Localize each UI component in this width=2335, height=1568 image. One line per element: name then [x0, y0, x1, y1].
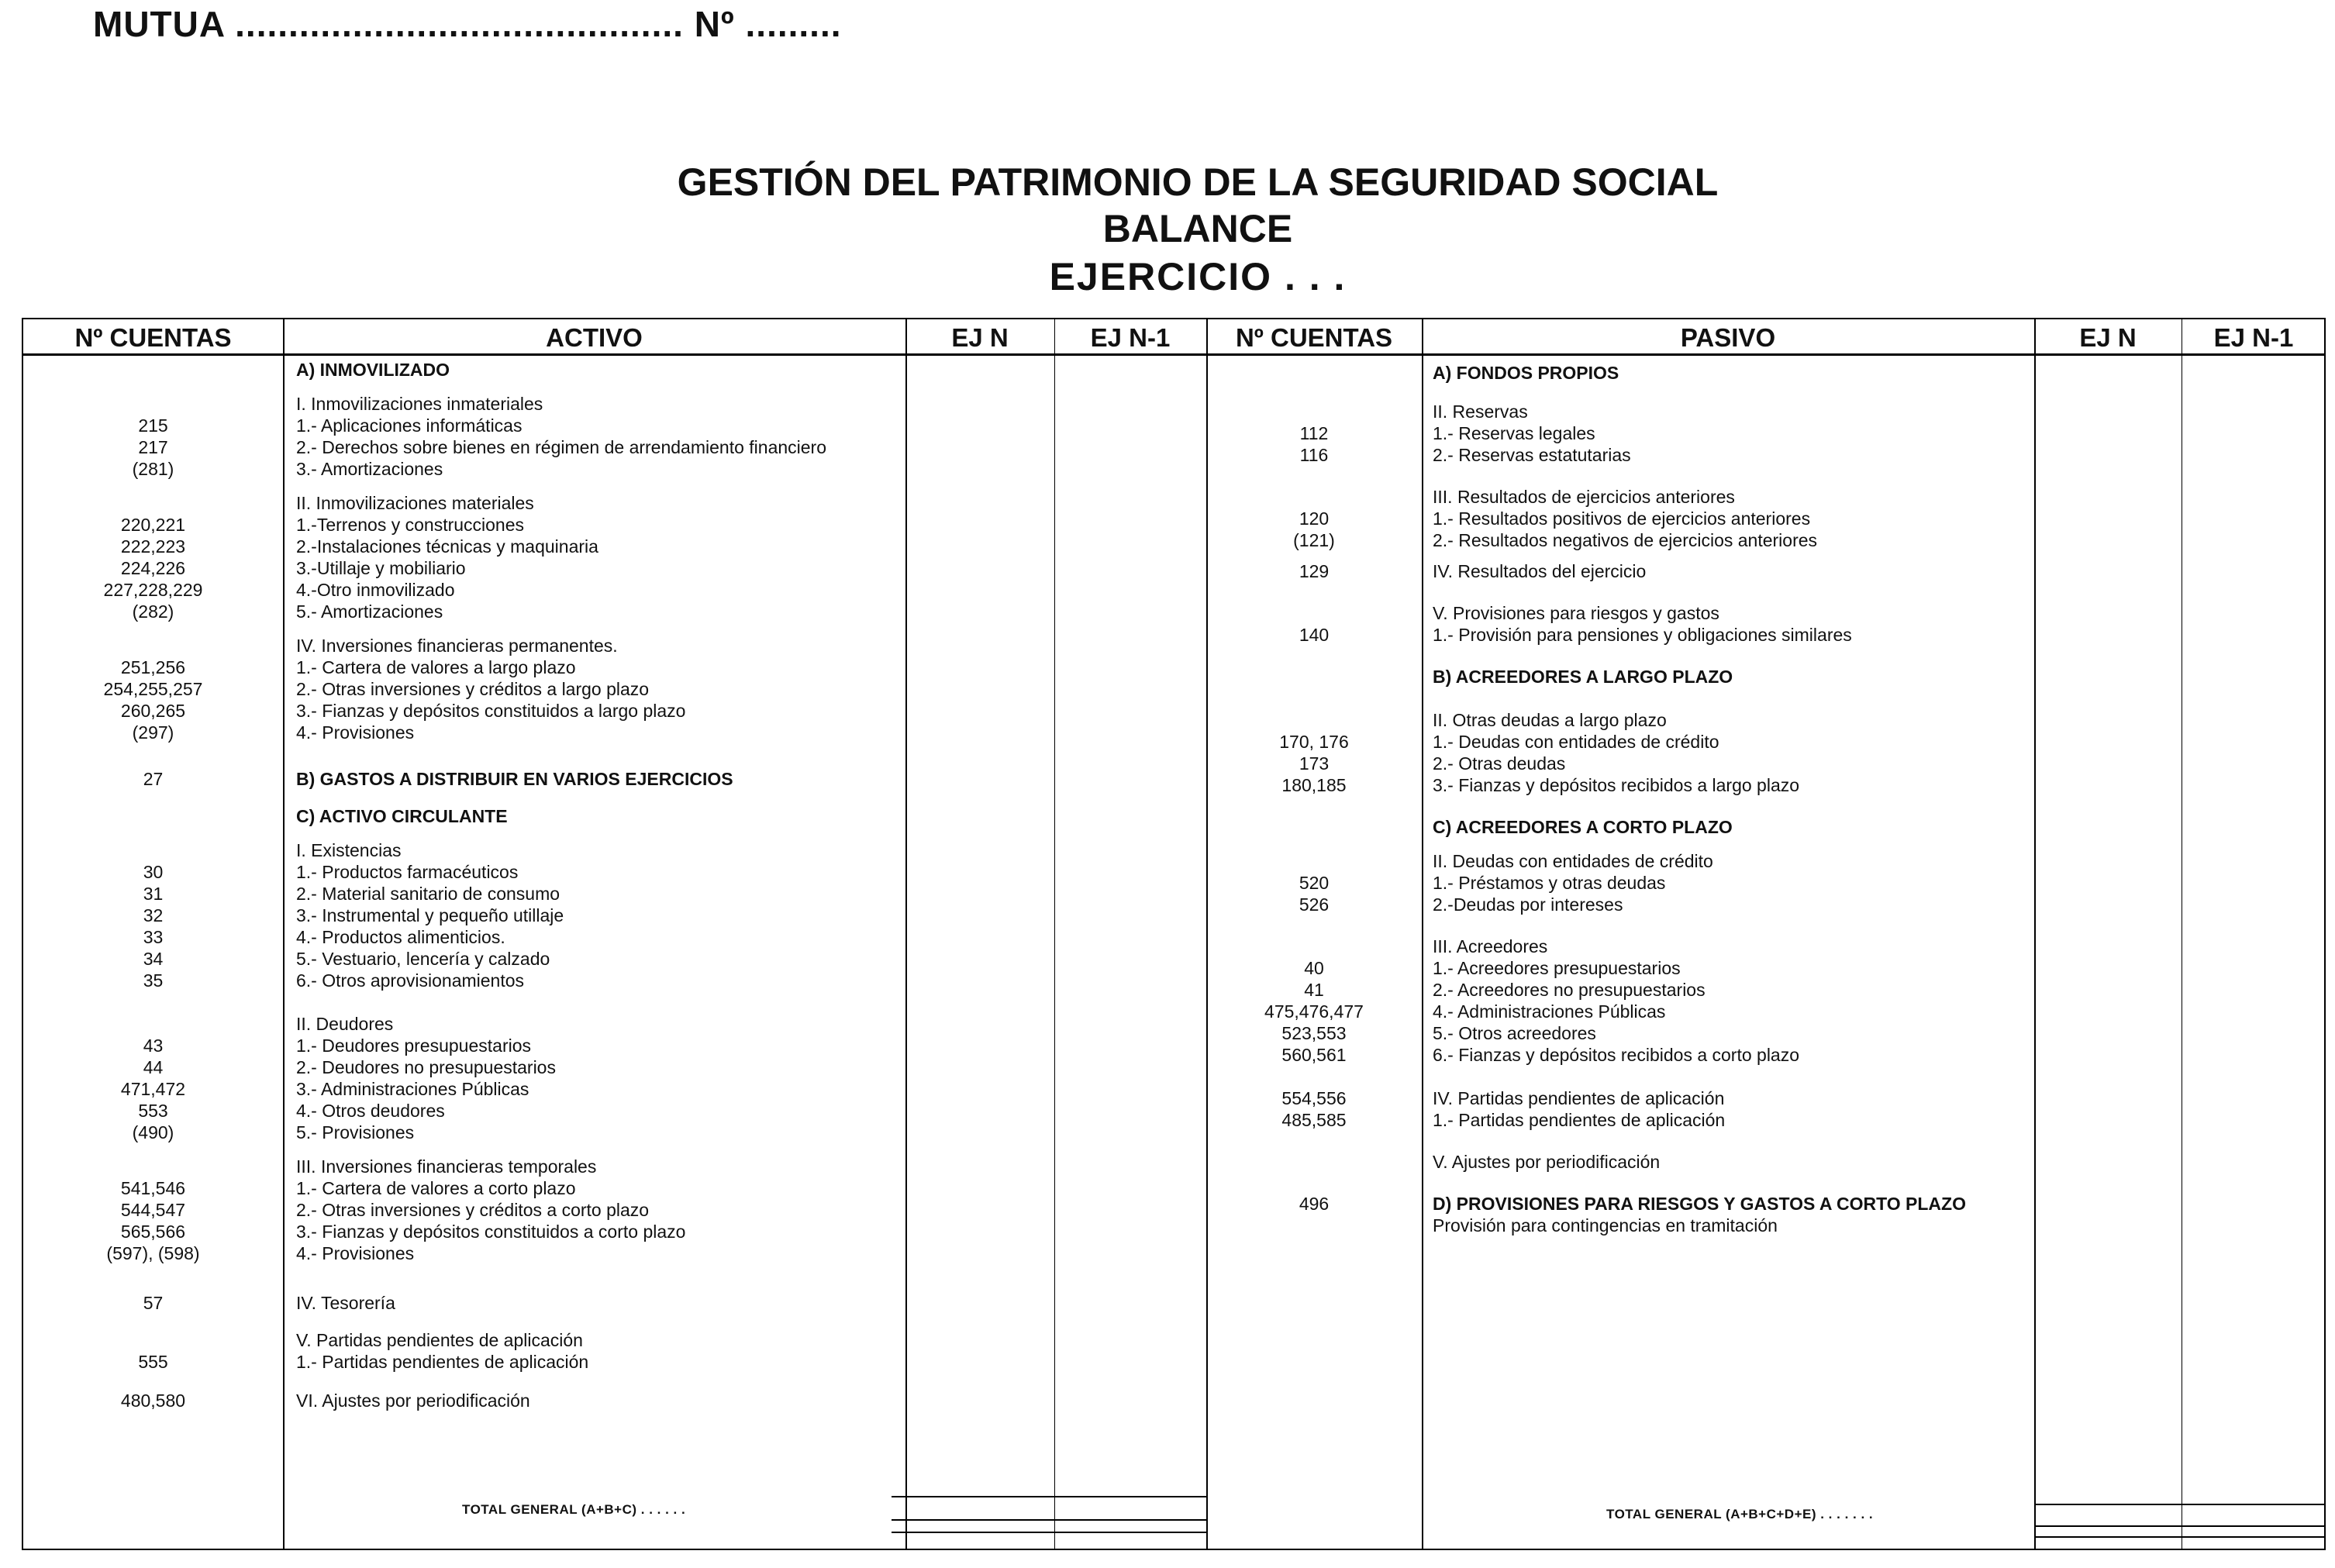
pasivo-account-number: [1206, 708, 1422, 732]
pasivo-line-item: IV. Resultados del ejercicio: [1433, 561, 1647, 581]
activo-account-number: 35: [143, 970, 164, 991]
pasivo-account-number: 560,561: [1281, 1045, 1347, 1065]
pasivo-account-number: 526: [1299, 894, 1330, 915]
activo-line-item: I. Existencias: [296, 840, 402, 860]
pasivo-line-item: 2.- Acreedores no presupuestarios: [1433, 980, 1706, 1000]
activo-account-number: 224,226: [120, 558, 186, 578]
activo-line-item: 1.-Terrenos y construcciones: [296, 515, 525, 535]
pasivo-line-item: II. Reservas: [1433, 401, 1528, 422]
pasivo-account-number: 523,553: [1281, 1023, 1347, 1043]
pasivo-account-number: 170, 176: [1279, 732, 1349, 752]
activo-line-item: IV. Inversiones financieras permanentes.: [296, 636, 618, 656]
pasivo-account-number: [1206, 400, 1422, 423]
activo-line-item: 3.- Administraciones Públicas: [296, 1079, 529, 1099]
pasivo-line-item: II. Deudas con entidades de crédito: [1433, 851, 1713, 871]
activo-account-number: 553: [138, 1101, 168, 1121]
activo-account-number: 27: [143, 769, 164, 789]
pasivo-account-number: 40: [1304, 958, 1324, 978]
pasivo-account-number: 120: [1299, 508, 1330, 529]
activo-line-item: 5.- Amortizaciones: [296, 601, 443, 622]
pasivo-line-item: III. Resultados de ejercicios anteriores: [1433, 487, 1735, 507]
activo-account-number: 57: [143, 1293, 164, 1313]
pasivo-line-item: 1.- Provisión para pensiones y obligaciones similares: [1433, 625, 1852, 645]
activo-line-item: 5.- Provisiones: [296, 1122, 415, 1142]
activo-account-number: 471,472: [120, 1079, 186, 1099]
pasivo-line-item: 1.- Acreedores presupuestarios: [1433, 958, 1681, 978]
activo-account-number: [23, 1155, 283, 1178]
activo-account-number: [23, 358, 283, 381]
total-rule: [892, 1496, 1206, 1497]
activo-account-number: (281): [132, 459, 174, 479]
pasivo-line-item: 5.- Otros acreedores: [1433, 1023, 1596, 1043]
activo-line-item: A) INMOVILIZADO: [296, 360, 450, 380]
activo-line-item: 5.- Vestuario, lencería y calzado: [296, 949, 550, 969]
header-activo: ACTIVO: [546, 323, 643, 352]
activo-line-item: 3.-Utillaje y mobiliario: [296, 558, 466, 578]
activo-account-number: [23, 805, 283, 828]
activo-line-item: 1.- Aplicaciones informáticas: [296, 415, 523, 436]
activo-line-item: 4.- Provisiones: [296, 722, 415, 743]
column-divider: [1422, 319, 1423, 1549]
activo-account-number: 254,255,257: [103, 679, 203, 699]
activo-line-item: 4.- Otros deudores: [296, 1101, 445, 1121]
pasivo-account-number: [1206, 935, 1422, 958]
pasivo-line-item: 1.- Partidas pendientes de aplicación: [1433, 1110, 1726, 1130]
activo-account-number: [23, 491, 283, 515]
header-cuentas-activo: Nº CUENTAS: [74, 323, 232, 352]
activo-line-item: 2.- Deudores no presupuestarios: [296, 1057, 556, 1077]
activo-account-number: 34: [143, 949, 164, 969]
activo-line-item: 1.- Cartera de valores a largo plazo: [296, 657, 576, 677]
pasivo-line-item: IV. Partidas pendientes de aplicación: [1433, 1088, 1725, 1108]
activo-line-item: 2.- Otras inversiones y créditos a largo plazo: [296, 679, 650, 699]
total-pasivo-label: TOTAL GENERAL (A+B+C+D+E) . . . . . . .: [1606, 1507, 1874, 1521]
header-ej-n1-pasivo: EJ N-1: [2213, 323, 2294, 352]
pasivo-account-number: 112: [1299, 423, 1329, 443]
pasivo-account-number: 554,556: [1281, 1088, 1347, 1108]
activo-line-item: 4.- Productos alimenticios.: [296, 927, 505, 947]
pasivo-account-number: [1206, 1150, 1422, 1173]
pasivo-account-number: 116: [1299, 445, 1329, 465]
pasivo-account-number: 140: [1299, 625, 1330, 645]
activo-line-item: 4.- Provisiones: [296, 1243, 415, 1263]
activo-line-item: 6.- Otros aprovisionamientos: [296, 970, 525, 991]
activo-account-number: 251,256: [120, 657, 186, 677]
header-pasivo: PASIVO: [1680, 323, 1776, 352]
total-activo-label: TOTAL GENERAL (A+B+C) . . . . . .: [462, 1502, 686, 1517]
pasivo-line-item: 3.- Fianzas y depósitos recibidos a largo plazo: [1433, 775, 1800, 795]
activo-account-number: 544,547: [120, 1200, 186, 1220]
total-rule: [2034, 1536, 2326, 1538]
activo-line-item: II. Deudores: [296, 1014, 394, 1034]
activo-account-number: 215: [138, 415, 168, 436]
activo-line-item: 1.- Productos farmacéuticos: [296, 862, 519, 882]
pasivo-account-number: [1206, 815, 1422, 839]
activo-account-number: 227,228,229: [103, 580, 203, 600]
activo-account-number: 217: [138, 437, 168, 457]
pasivo-line-item: A) FONDOS PROPIOS: [1433, 363, 1619, 383]
activo-line-item: 3.- Fianzas y depósitos constituidos a corto plazo: [296, 1222, 686, 1242]
activo-line-item: III. Inversiones financieras temporales: [296, 1156, 597, 1177]
pasivo-line-item: Provisión para contingencias en tramitación: [1433, 1215, 1778, 1235]
pasivo-account-number: [1206, 849, 1422, 873]
activo-account-number: (490): [132, 1122, 174, 1142]
activo-account-number: 33: [143, 927, 164, 947]
activo-line-item: 2.- Derechos sobre bienes en régimen de arrendamiento financiero: [296, 437, 827, 457]
activo-account-number: 43: [143, 1036, 164, 1056]
column-divider: [1054, 319, 1055, 1549]
pasivo-account-number: (121): [1293, 530, 1335, 550]
activo-line-item: II. Inmovilizaciones materiales: [296, 493, 534, 513]
pasivo-account-number: [1206, 665, 1422, 688]
activo-line-item: V. Partidas pendientes de aplicación: [296, 1330, 583, 1350]
pasivo-line-item: 1.- Préstamos y otras deudas: [1433, 873, 1666, 893]
document-title: GESTIÓN DEL PATRIMONIO DE LA SEGURIDAD SOCIAL: [677, 160, 1719, 204]
fiscal-year-line: EJERCICIO . . .: [1049, 255, 1347, 298]
pasivo-account-number: 180,185: [1281, 775, 1347, 795]
activo-account-number: 44: [143, 1057, 164, 1077]
activo-account-number: [23, 634, 283, 657]
activo-line-item: 1.- Partidas pendientes de aplicación: [296, 1352, 589, 1372]
pasivo-line-item: 6.- Fianzas y depósitos recibidos a corto plazo: [1433, 1045, 1800, 1065]
pasivo-line-item: 2.-Deudas por intereses: [1433, 894, 1623, 915]
activo-account-number: 220,221: [120, 515, 186, 535]
activo-account-number: 541,546: [120, 1178, 186, 1198]
header-ej-n1-activo: EJ N-1: [1090, 323, 1171, 352]
pasivo-account-number: [1206, 1214, 1422, 1237]
activo-line-item: 2.- Material sanitario de consumo: [296, 884, 560, 904]
document-subtitle: BALANCE: [1102, 207, 1293, 250]
activo-account-number: [23, 1328, 283, 1352]
pasivo-account-number: 129: [1299, 561, 1330, 581]
pasivo-line-item: D) PROVISIONES PARA RIESGOS Y GASTOS A CORTO PLAZO: [1433, 1194, 1966, 1214]
activo-account-number: 222,223: [120, 536, 186, 557]
total-rule: [2034, 1504, 2326, 1505]
activo-line-item: 3.- Instrumental y pequeño utillaje: [296, 905, 564, 925]
pasivo-line-item: V. Ajustes por periodificación: [1433, 1152, 1661, 1172]
activo-account-number: (297): [132, 722, 174, 743]
pasivo-account-number: [1206, 361, 1422, 384]
pasivo-account-number: 173: [1299, 753, 1330, 774]
activo-account-number: 565,566: [120, 1222, 186, 1242]
activo-line-item: 3.- Fianzas y depósitos constituidos a largo plazo: [296, 701, 686, 721]
pasivo-account-number: 496: [1299, 1194, 1330, 1214]
activo-line-item: 1.- Deudores presupuestarios: [296, 1036, 531, 1056]
pasivo-line-item: V. Provisiones para riesgos y gastos: [1433, 603, 1719, 623]
header-cuentas-pasivo: Nº CUENTAS: [1235, 323, 1393, 352]
column-divider: [2034, 319, 2036, 1549]
pasivo-account-number: 41: [1304, 980, 1324, 1000]
activo-line-item: 2.- Otras inversiones y créditos a corto plazo: [296, 1200, 650, 1220]
activo-line-item: I. Inmovilizaciones inmateriales: [296, 394, 543, 414]
header-rule: [23, 353, 2324, 356]
pasivo-line-item: 1.- Deudas con entidades de crédito: [1433, 732, 1719, 752]
total-rule: [892, 1532, 1206, 1533]
pasivo-line-item: 2.- Resultados negativos de ejercicios anteriores: [1433, 530, 1818, 550]
pasivo-account-number: [1206, 485, 1422, 508]
pasivo-line-item: B) ACREEDORES A LARGO PLAZO: [1433, 667, 1733, 687]
activo-line-item: 3.- Amortizaciones: [296, 459, 443, 479]
activo-line-item: B) GASTOS A DISTRIBUIR EN VARIOS EJERCICIOS: [296, 769, 733, 789]
pasivo-line-item: 2.- Otras deudas: [1433, 753, 1566, 774]
pasivo-line-item: 4.- Administraciones Públicas: [1433, 1001, 1666, 1022]
activo-line-item: 4.-Otro inmovilizado: [296, 580, 455, 600]
activo-account-number: (597), (598): [106, 1243, 200, 1263]
activo-line-item: C) ACTIVO CIRCULANTE: [296, 806, 508, 826]
activo-account-number: [23, 392, 283, 415]
header-ej-n-pasivo: EJ N: [2079, 323, 2137, 352]
activo-account-number: 555: [138, 1352, 168, 1372]
total-rule: [892, 1519, 1206, 1521]
activo-account-number: (282): [132, 601, 174, 622]
total-rule: [2034, 1525, 2326, 1527]
activo-account-number: 31: [143, 884, 164, 904]
pasivo-line-item: 1.- Resultados positivos de ejercicios anteriores: [1433, 508, 1811, 529]
pasivo-line-item: II. Otras deudas a largo plazo: [1433, 710, 1667, 730]
activo-account-number: 30: [143, 862, 164, 882]
balance-table: [22, 318, 2326, 1550]
pasivo-account-number: [1206, 601, 1422, 625]
mutua-number-line: MUTUA .......................................... Nº .........: [93, 4, 842, 44]
activo-account-number: 32: [143, 905, 164, 925]
activo-line-item: VI. Ajustes por periodificación: [296, 1391, 530, 1411]
column-divider: [905, 319, 907, 1549]
pasivo-line-item: III. Acreedores: [1433, 936, 1548, 956]
pasivo-account-number: 485,585: [1281, 1110, 1347, 1130]
activo-account-number: 260,265: [120, 701, 186, 721]
activo-account-number: [23, 839, 283, 862]
header-ej-n-activo: EJ N: [951, 323, 1009, 352]
activo-account-number: [23, 1012, 283, 1036]
pasivo-line-item: 2.- Reservas estatutarias: [1433, 445, 1631, 465]
pasivo-account-number: 520: [1299, 873, 1330, 893]
column-divider: [283, 319, 285, 1549]
pasivo-account-number: 475,476,477: [1264, 1001, 1364, 1022]
activo-line-item: 1.- Cartera de valores a corto plazo: [296, 1178, 576, 1198]
activo-line-item: IV. Tesorería: [296, 1293, 395, 1313]
activo-line-item: 2.-Instalaciones técnicas y maquinaria: [296, 536, 598, 557]
activo-account-number: 480,580: [120, 1391, 186, 1411]
pasivo-line-item: 1.- Reservas legales: [1433, 423, 1595, 443]
pasivo-line-item: C) ACREEDORES A CORTO PLAZO: [1433, 817, 1733, 837]
